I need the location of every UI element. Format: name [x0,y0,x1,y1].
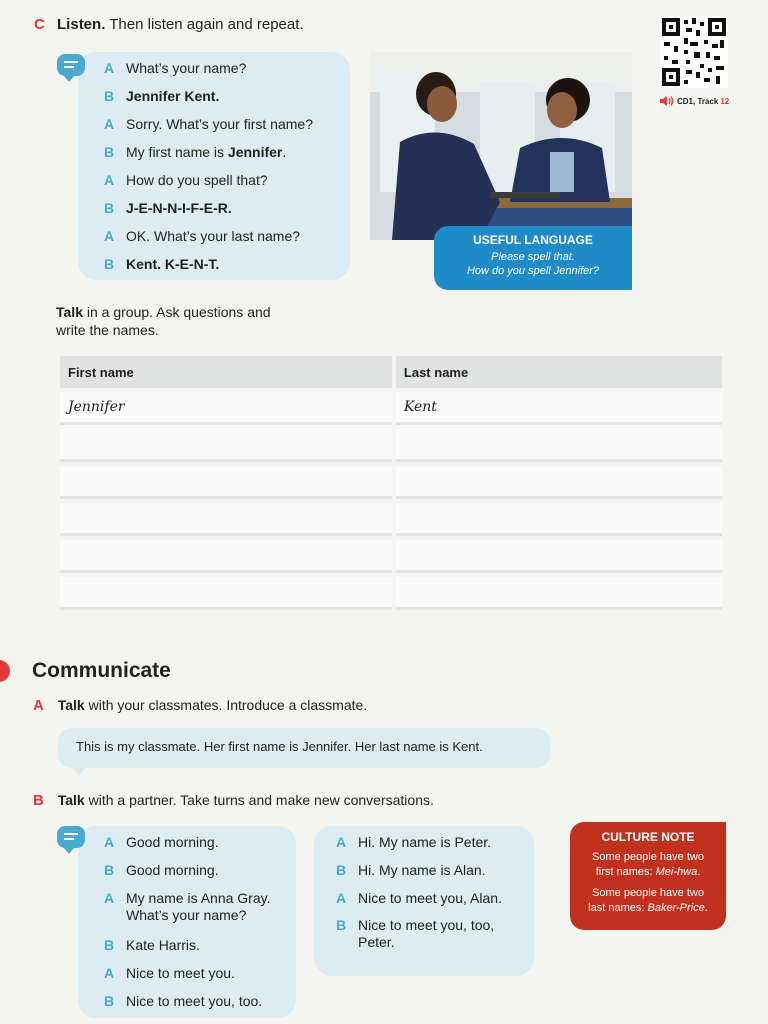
useful-language-line2: How do you spell Jennifer? [466,265,600,277]
culture-note-p2-end: . [704,902,708,914]
group-instruction-verb: Talk [56,304,83,320]
conversation-text-line1: Nice to meet you. [126,965,235,981]
section-c-letter: C [34,16,45,33]
conversation-text [126,937,200,954]
speaker-label: B [336,917,347,933]
culture-note-title: CULTURE NOTE [601,830,695,844]
dialogue-line [104,200,232,217]
instruction-verb: Listen. [57,16,106,33]
first-name-cell[interactable]: Jennifer [60,392,392,425]
instruction-text: Then listen again and repeat. [105,16,304,33]
section-c-instruction [34,16,304,33]
speaker-label: B [104,937,115,953]
first-name-cell[interactable] [60,577,392,610]
speaker-label: B [336,862,347,878]
dialogue-text-strong: Jennifer [227,144,283,160]
communicate-b-letter: B [33,792,44,809]
conversation-line [336,917,494,951]
conversation-line [104,937,200,954]
communicate-b-text: with a partner. Take turns and make new conversations. [84,792,434,808]
communicate-b-verb: Talk [57,792,85,808]
conversation-text-line1: Nice to meet you, Alan. [358,890,502,906]
group-instruction [56,303,271,339]
audio-label: CD1, Track [677,96,719,106]
communicate-a-letter: A [33,697,44,714]
speaker-label: A [104,116,115,132]
last-name-cell[interactable] [396,577,722,610]
conversation-line [336,862,486,879]
speaker-label: A [104,228,115,244]
useful-language-line1: Please spell that. [491,251,575,263]
conversation-text [358,890,502,907]
dialogue-text: Jennifer Kent. [126,88,220,104]
header-last-name: Last name [396,356,722,388]
conversation-line [336,890,502,907]
conversation-text [126,890,270,924]
last-name-cell[interactable]: Kent [396,392,722,425]
table-row [60,540,722,573]
first-name-cell[interactable] [60,540,392,573]
dialogue-text: How do you spell that? [126,172,268,188]
dialogue-text: Kent. K-E-N-T. [126,256,220,272]
communicate-a-verb: Talk [57,697,85,713]
conversation-text-line1: Nice to meet you, too. [126,993,263,1009]
dialogue-line [104,116,313,133]
dialogue-line [104,88,219,105]
classroom-photo [370,52,632,240]
group-instruction-line1: in a group. Ask questions and [82,304,271,320]
header-first-name: First name [60,356,392,388]
dialogue-text [126,144,286,161]
conversation-text [358,917,494,951]
dialogue-text: J-E-N-N-I-F-E-R. [126,200,232,216]
dialogue-line [104,172,268,189]
speaker-label: A [104,172,115,188]
conversation-text [126,862,219,879]
conversation-text-line1: Hi. My name is Peter. [358,834,492,850]
last-name-cell[interactable] [396,429,722,462]
qr-code[interactable] [660,16,728,88]
speaker-label: A [336,890,347,906]
conversation-text-line2: Peter. [358,934,395,950]
table-row [60,392,722,425]
conversation-text-line1: Good morning. [126,862,219,878]
dialogue-text: OK. What’s your last name? [126,228,301,244]
audio-track-number: 12 [720,96,730,106]
dialogue-line [104,228,300,245]
communicate-title: Communicate [32,659,171,682]
speaker-label: B [104,256,115,272]
conversation-text [126,834,219,851]
culture-note-p2-line2: last names: [588,902,648,914]
conversation-line [104,862,219,879]
names-table [56,352,726,614]
listening-dialogue-box [78,52,350,280]
conversation-icon-2 [57,826,85,848]
conversation-line [104,965,235,982]
dialogue-line [104,256,219,273]
conversation-text [358,834,491,851]
culture-note-p1-line2: first names: [595,866,656,878]
first-name-cell[interactable] [60,466,392,499]
speaker-label: B [104,862,115,878]
dialogue-text: What’s your name? [126,60,247,76]
dialogue-line [104,144,286,161]
culture-note-p1-example: Mei-hwa [655,866,698,878]
conversation-line [104,834,219,851]
culture-note-p1 [570,850,726,880]
conversation-text [126,965,235,982]
audio-track[interactable] [660,96,729,106]
speaker-label: B [104,200,115,216]
conversation-text-line1: Kate Harris. [126,937,200,953]
speaker-label: A [104,60,115,76]
last-name-cell[interactable] [396,540,722,573]
culture-note-p1-end: . [697,866,701,878]
table-row [60,503,722,536]
culture-note-p2 [570,886,726,916]
culture-note-p2-example: Baker-Price [647,902,705,914]
dialogue-text-pre: My first name is [126,144,228,160]
conversation-text-line1: My name is Anna Gray. [126,890,271,906]
conversation-icon [57,54,85,76]
speaker-label: B [104,993,115,1009]
example-sentence: This is my classmate. Her first name is Jennifer. Her last name is Kent. [76,739,483,754]
conversation-text [358,862,486,879]
conversation-line [336,834,491,851]
conversation-text-line1: Good morning. [126,834,219,850]
last-name-cell[interactable] [396,503,722,536]
culture-note-p1-line1: Some people have two [592,851,704,863]
dialogue-text: Sorry. What’s your first name? [126,116,313,132]
example-speech-bubble [58,728,550,768]
culture-note [570,822,726,930]
group-instruction-line2: write the names. [56,322,159,338]
communicate-b-instruction [33,792,434,809]
conversation-text-line1: Hi. My name is Alan. [358,862,486,878]
speaker-label: A [104,890,115,906]
speaker-label: A [336,834,347,850]
speaker-label: A [104,965,115,981]
communicate-a-text: with your classmates. Introduce a classmate. [84,697,368,713]
conversation-line [104,993,262,1010]
conversation-text-line1: Nice to meet you, too, [358,917,495,933]
first-name-cell[interactable] [60,429,392,462]
useful-language-note [434,226,632,290]
section-marker [0,660,10,682]
speaker-label: B [104,88,115,104]
table-row [60,429,722,462]
speaker-label: B [104,144,115,160]
conversation-text-line2: What’s your name? [126,907,247,923]
dialogue-text-post: . [282,144,287,160]
table-row [60,466,722,499]
useful-language-title: USEFUL LANGUAGE [473,233,593,247]
last-name-cell[interactable] [396,466,722,499]
conversation-text [126,993,262,1010]
table-row [60,577,722,610]
conversation-line [104,890,270,924]
speaker-label: A [104,834,115,850]
communicate-a-instruction [33,697,367,714]
speaker-icon [660,96,674,106]
dialogue-line [104,60,246,77]
first-name-cell[interactable] [60,503,392,536]
culture-note-p2-line1: Some people have two [592,887,704,899]
